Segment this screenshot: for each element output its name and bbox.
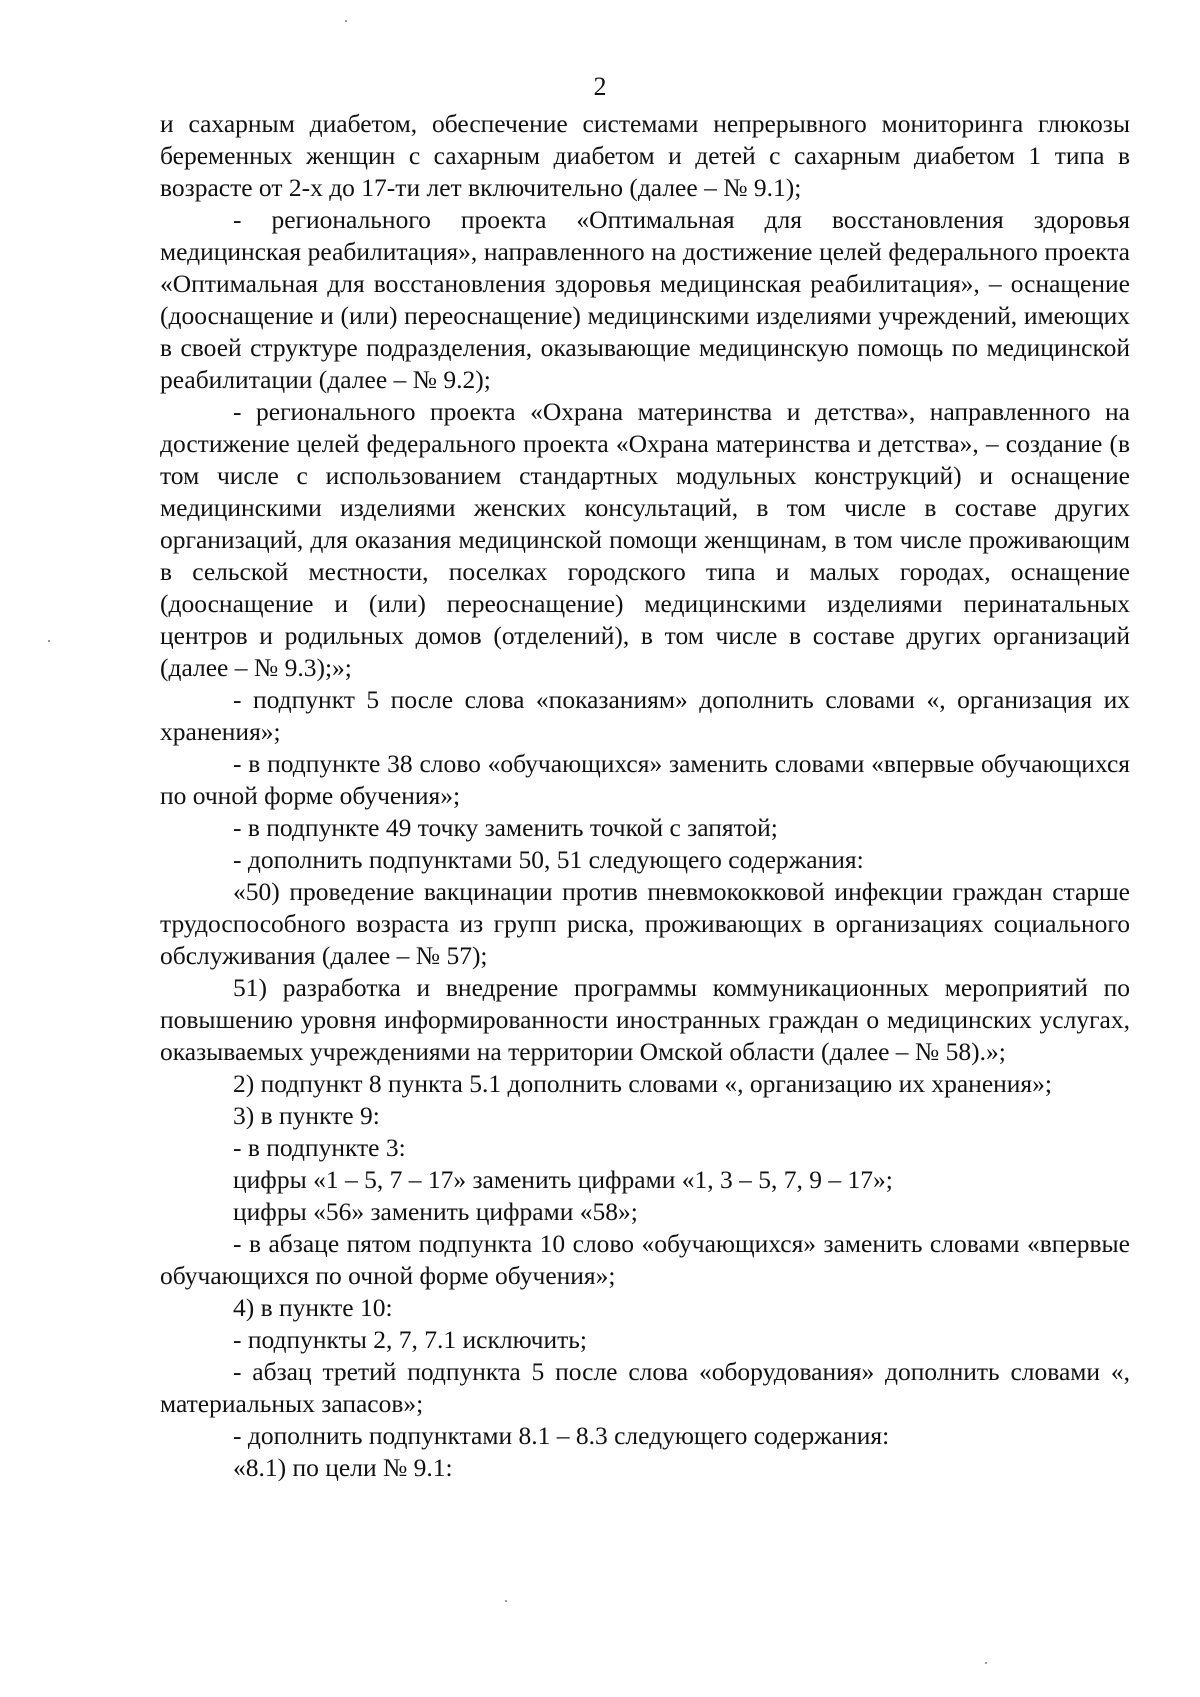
scan-speck: [505, 1600, 507, 1602]
paragraph-19: - дополнить подпунктами 8.1 – 8.3 следующего содержания:: [233, 1421, 890, 1450]
paragraph-11: 3) в пункте 9:: [233, 1101, 380, 1130]
page-number: 2: [593, 72, 607, 101]
paragraph-18: - абзац третий подпункта 5 после слова «оборудования» дополнить словами «, материальных запасов»;: [160, 1357, 1130, 1418]
paragraph-6: - в подпункте 49 точку заменить точкой с запятой;: [233, 813, 778, 842]
paragraph-3: - регионального проекта «Охрана материнства и детства», направленного на достижение целей федерального проекта «Охрана материнства и детства», – создание (в том числе с использованием стандартных модульных конструкций) и оснащение медицинскими изделиями женских консультаций, в том числе в составе других организаций, для оказания медицинской помощи женщинам, в том числе проживающим в сельской местности, поселках городского типа и малых городах, оснащение (дооснащение и (или) переоснащение) медицинскими изделиями перинатальных центров и родильных домов (отделений), в том числе в составе других организаций (далее – № 9.3);»;: [160, 397, 1130, 682]
paragraph-4: - подпункт 5 после слова «показаниям» дополнить словами «, организация их хранения»;: [160, 685, 1130, 746]
scan-speck: [48, 640, 50, 642]
document-body: [160, 108, 1130, 1484]
paragraph-2: - регионального проекта «Оптимальная для восстановления здоровья медицинская реабилитация», направленного на достижение целей федерального проекта «Оптимальная для восстановления здоровья медицинская реабилитация», – оснащение (дооснащение и (или) переоснащение) медицинскими изделиями учреждений, имеющих в своей структуре подразделения, оказывающие медицинскую помощь по медицинской реабилитации (далее – № 9.2);: [160, 205, 1130, 394]
paragraph-12: - в подпункте 3:: [233, 1133, 406, 1162]
paragraph-1: и сахарным диабетом, обеспечение системами непрерывного мониторинга глюкозы беременных женщин с сахарным диабетом и детей с сахарным диабетом 1 типа в возрасте от 2-х до 17-ти лет включительно (далее – № 9.1);: [160, 109, 1130, 202]
paragraph-7: - дополнить подпунктами 50, 51 следующего содержания:: [233, 845, 864, 874]
paragraph-9: 51) разработка и внедрение программы коммуникационных мероприятий по повышению уровня информированности иностранных граждан о медицинских услугах, оказываемых учреждениями на территории Омской области (далее – № 58).»;: [160, 973, 1130, 1066]
paragraph-5: - в подпункте 38 слово «обучающихся» заменить словами «впервые обучающихся по очной форме обучения»;: [160, 749, 1130, 810]
scan-speck: [985, 1662, 987, 1664]
paragraph-17: - подпункты 2, 7, 7.1 исключить;: [233, 1325, 587, 1354]
paragraph-10: 2) подпункт 8 пункта 5.1 дополнить словами «, организацию их хранения»;: [233, 1069, 1053, 1098]
paragraph-14: цифры «56» заменить цифрами «58»;: [233, 1197, 638, 1226]
paragraph-13: цифры «1 – 5, 7 – 17» заменить цифрами «1, 3 – 5, 7, 9 – 17»;: [233, 1165, 893, 1194]
scan-speck: [345, 20, 347, 22]
paragraph-8: «50) проведение вакцинации против пневмококковой инфекции граждан старше трудоспособного возраста из групп риска, проживающих в организациях социального обслуживания (далее – № 57);: [160, 877, 1130, 970]
paragraph-20: «8.1) по цели № 9.1:: [233, 1453, 453, 1482]
paragraph-16: 4) в пункте 10:: [233, 1293, 393, 1322]
paragraph-15: - в абзаце пятом подпункта 10 слово «обучающихся» заменить словами «впервые обучающихся по очной форме обучения»;: [160, 1229, 1130, 1290]
